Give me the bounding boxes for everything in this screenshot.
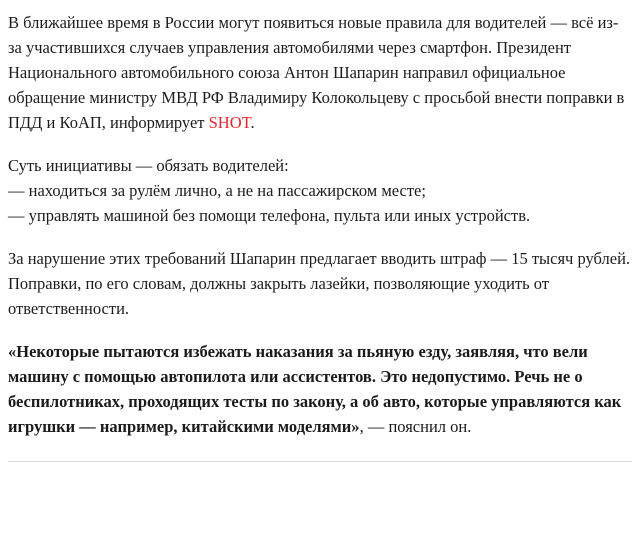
list-item: — находиться за рулём лично, а не на пассажирском месте; <box>8 181 426 200</box>
penalty-paragraph: За нарушение этих требований Шапарин предлагает вводить штраф — 15 тысяч рублей. Поправки, по его словам, должны закрыть лазейки, позволяющие уходить от ответственности. <box>8 249 631 318</box>
initiative-list <box>8 178 632 228</box>
initiative-lead: Суть инициативы — обязать водителей: <box>8 156 289 175</box>
section-divider <box>8 461 632 462</box>
intro-paragraph <box>8 10 632 135</box>
pull-quote <box>8 339 632 439</box>
source-link-shot[interactable]: SHOT <box>208 113 251 132</box>
list-item: — управлять машиной без помощи телефона, пульта или иных устройств. <box>8 206 531 225</box>
quote-attribution: , — пояснил он. <box>359 417 472 436</box>
intro-period: . <box>250 113 255 132</box>
quote-text: «Некоторые пытаются избежать наказания за пьяную езду, заявляя, что вели машину с помощью автопилота или ассистентов. Это недопустимо. Речь не о беспилотниках, проходящих тесты по закону, а об авто, которые управляются как игрушки — например, китайскими моделями» <box>8 342 622 436</box>
intro-text: В ближайшее время в России могут появиться новые правила для водителей — всё из-за участившихся случаев управления автомобилями через смартфон. Президент Национального автомобильного союза Антон Шапарин направил официальное обращение министру МВД РФ Владимиру Колокольцеву с просьбой внести поправки в ПДД и КоАП, информирует <box>8 13 625 132</box>
